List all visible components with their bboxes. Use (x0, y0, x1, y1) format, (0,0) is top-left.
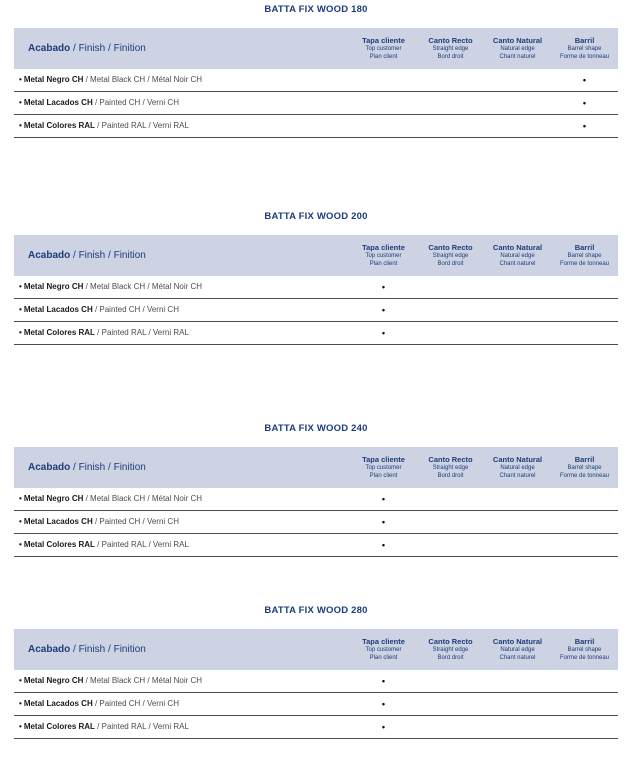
finish-header-cell (14, 43, 350, 55)
catalog-page (0, 4, 640, 739)
column-header-tapa-cliente (350, 243, 417, 269)
column-subtitle-en: Top customer (365, 46, 402, 53)
table-row (14, 322, 618, 345)
availability-dot-tapa-cliente: • (381, 305, 386, 315)
product-table (14, 211, 618, 345)
availability-dot-tapa-cliente: • (381, 722, 386, 732)
table-row (14, 115, 618, 138)
bullet-icon: • (19, 699, 22, 708)
finish-name-es: Metal Negro CH (23, 494, 84, 503)
column-title: Tapa cliente (362, 636, 405, 646)
column-subtitle-fr: Forme de tonneau (559, 473, 610, 480)
table-header-row (14, 447, 618, 488)
finish-name (14, 121, 350, 131)
column-title: Tapa cliente (362, 35, 405, 45)
column-subtitle-fr: Forme de tonneau (559, 54, 610, 61)
column-header-canto-natural (484, 637, 551, 663)
column-subtitle-en: Top customer (365, 253, 402, 260)
column-title: Barril (574, 636, 595, 646)
table-title: BATTA FIX WOOD 280 (264, 605, 368, 616)
column-header-canto-natural (484, 36, 551, 62)
column-subtitle-en: Straight edge (432, 647, 469, 654)
column-header-tapa-cliente (350, 637, 417, 663)
column-subtitle-en: Natural edge (500, 253, 535, 260)
column-title: Canto Recto (428, 454, 473, 464)
table-row (14, 693, 618, 716)
column-title: Canto Recto (428, 242, 473, 252)
bullet-icon: • (19, 494, 22, 503)
column-subtitle-fr: Chant naturel (499, 261, 536, 268)
finish-name (14, 494, 350, 504)
column-header-canto-recto (417, 637, 484, 663)
column-subtitle-fr: Chant naturel (499, 54, 536, 61)
column-title: Tapa cliente (362, 454, 405, 464)
table-row (14, 670, 618, 693)
finish-name (14, 282, 350, 292)
finish-header-translations: / Finish / Finition (70, 461, 146, 473)
table-header-row (14, 629, 618, 670)
column-subtitle-en: Barrel shape (567, 647, 602, 654)
table-title: BATTA FIX WOOD 180 (264, 4, 368, 15)
finish-header-translations: / Finish / Finition (70, 249, 146, 261)
availability-dot-barril: • (582, 98, 587, 108)
table-title: BATTA FIX WOOD 240 (264, 423, 368, 434)
finish-name (14, 722, 350, 732)
column-header-canto-natural (484, 455, 551, 481)
column-header-barril (551, 36, 618, 62)
column-subtitle-fr: Forme de tonneau (559, 655, 610, 662)
finish-name-translations: / Painted CH / Verni CH (92, 699, 179, 708)
finish-header-cell (14, 250, 350, 262)
finish-name-es: Metal Negro CH (23, 75, 84, 84)
column-header-barril (551, 455, 618, 481)
finish-name-translations: / Painted RAL / Verni RAL (94, 121, 189, 130)
bullet-icon: • (19, 282, 22, 291)
bullet-icon: • (19, 722, 22, 731)
table-row (14, 534, 618, 557)
table-row (14, 69, 618, 92)
column-header-tapa-cliente (350, 36, 417, 62)
column-title: Canto Recto (428, 35, 473, 45)
finish-name-es: Metal Lacados CH (23, 305, 93, 314)
finish-name-es: Metal Lacados CH (23, 98, 93, 107)
column-title: Tapa cliente (362, 242, 405, 252)
finish-name-es: Metal Lacados CH (23, 699, 93, 708)
column-subtitle-fr: Forme de tonneau (559, 261, 610, 268)
column-header-canto-natural (484, 243, 551, 269)
finish-header-label: Acabado (28, 461, 71, 473)
finish-name-translations: / Painted RAL / Verni RAL (94, 328, 189, 337)
finish-name-es: Metal Lacados CH (23, 517, 93, 526)
finish-name-translations: / Painted CH / Verni CH (92, 305, 179, 314)
finish-name (14, 328, 350, 338)
finish-name (14, 305, 350, 315)
column-title: Canto Natural (492, 636, 543, 646)
column-title: Canto Recto (428, 636, 473, 646)
column-header-canto-recto (417, 36, 484, 62)
column-title: Barril (574, 35, 595, 45)
column-title: Canto Natural (492, 35, 543, 45)
finish-name-translations: / Painted RAL / Verni RAL (94, 722, 189, 731)
column-title: Barril (574, 454, 595, 464)
product-table (14, 423, 618, 557)
finish-name-translations: / Metal Black CH / Métal Noir CH (83, 494, 203, 503)
column-subtitle-en: Natural edge (500, 465, 535, 472)
finish-name (14, 699, 350, 709)
finish-name (14, 540, 350, 550)
table-header-row (14, 28, 618, 69)
column-subtitle-fr: Plan client (369, 473, 398, 480)
column-title: Barril (574, 242, 595, 252)
table-title: BATTA FIX WOOD 200 (264, 211, 368, 222)
column-header-canto-recto (417, 243, 484, 269)
column-subtitle-fr: Chant naturel (499, 473, 536, 480)
availability-dot-tapa-cliente: • (381, 328, 386, 338)
bullet-icon: • (19, 676, 22, 685)
finish-name-es: Metal Colores RAL (23, 121, 95, 130)
finish-name (14, 75, 350, 85)
table-row (14, 511, 618, 534)
product-table (14, 605, 618, 739)
column-subtitle-en: Natural edge (500, 647, 535, 654)
table-row (14, 488, 618, 511)
column-subtitle-en: Top customer (365, 465, 402, 472)
column-subtitle-fr: Plan client (369, 655, 398, 662)
table-row (14, 276, 618, 299)
bullet-icon: • (19, 328, 22, 337)
bullet-icon: • (19, 517, 22, 526)
finish-header-label: Acabado (28, 249, 71, 261)
column-header-canto-recto (417, 455, 484, 481)
availability-dot-tapa-cliente: • (381, 540, 386, 550)
finish-name-translations: / Metal Black CH / Métal Noir CH (83, 75, 203, 84)
column-subtitle-fr: Bord droit (437, 54, 464, 61)
finish-name-translations: / Painted CH / Verni CH (92, 98, 179, 107)
availability-dot-barril: • (582, 121, 587, 131)
availability-dot-barril: • (582, 75, 587, 85)
bullet-icon: • (19, 305, 22, 314)
column-subtitle-fr: Plan client (369, 54, 398, 61)
availability-dot-tapa-cliente: • (381, 676, 386, 686)
column-subtitle-en: Straight edge (432, 46, 469, 53)
availability-dot-tapa-cliente: • (381, 282, 386, 292)
column-subtitle-en: Straight edge (432, 465, 469, 472)
column-header-barril (551, 243, 618, 269)
finish-name (14, 517, 350, 527)
finish-header-cell (14, 462, 350, 474)
column-subtitle-fr: Bord droit (437, 655, 464, 662)
column-subtitle-en: Natural edge (500, 46, 535, 53)
column-subtitle-fr: Bord droit (437, 473, 464, 480)
finish-name-es: Metal Colores RAL (23, 328, 95, 337)
bullet-icon: • (19, 75, 22, 84)
availability-dot-tapa-cliente: • (381, 517, 386, 527)
bullet-icon: • (19, 98, 22, 107)
bullet-icon: • (19, 121, 22, 130)
column-subtitle-en: Barrel shape (567, 46, 602, 53)
availability-dot-tapa-cliente: • (381, 699, 386, 709)
column-subtitle-en: Straight edge (432, 253, 469, 260)
table-row (14, 299, 618, 322)
column-header-barril (551, 637, 618, 663)
finish-name-translations: / Painted RAL / Verni RAL (94, 540, 189, 549)
finish-header-cell (14, 644, 350, 656)
finish-name-translations: / Painted CH / Verni CH (92, 517, 179, 526)
column-header-tapa-cliente (350, 455, 417, 481)
finish-name-translations: / Metal Black CH / Métal Noir CH (83, 282, 203, 291)
finish-name-es: Metal Negro CH (23, 676, 84, 685)
finish-header-translations: / Finish / Finition (70, 643, 146, 655)
column-title: Canto Natural (492, 242, 543, 252)
finish-name (14, 98, 350, 108)
finish-name-es: Metal Colores RAL (23, 722, 95, 731)
availability-dot-tapa-cliente: • (381, 494, 386, 504)
bullet-icon: • (19, 540, 22, 549)
column-title: Canto Natural (492, 454, 543, 464)
column-subtitle-en: Barrel shape (567, 253, 602, 260)
column-subtitle-fr: Plan client (369, 261, 398, 268)
column-subtitle-en: Top customer (365, 647, 402, 654)
column-subtitle-fr: Chant naturel (499, 655, 536, 662)
product-table (14, 4, 618, 138)
table-header-row (14, 235, 618, 276)
column-subtitle-fr: Bord droit (437, 261, 464, 268)
finish-name-es: Metal Colores RAL (23, 540, 95, 549)
finish-header-label: Acabado (28, 643, 71, 655)
finish-name-translations: / Metal Black CH / Métal Noir CH (83, 676, 203, 685)
finish-header-translations: / Finish / Finition (70, 42, 146, 54)
finish-name-es: Metal Negro CH (23, 282, 84, 291)
table-row (14, 92, 618, 115)
finish-header-label: Acabado (28, 42, 71, 54)
finish-name (14, 676, 350, 686)
column-subtitle-en: Barrel shape (567, 465, 602, 472)
table-row (14, 716, 618, 739)
